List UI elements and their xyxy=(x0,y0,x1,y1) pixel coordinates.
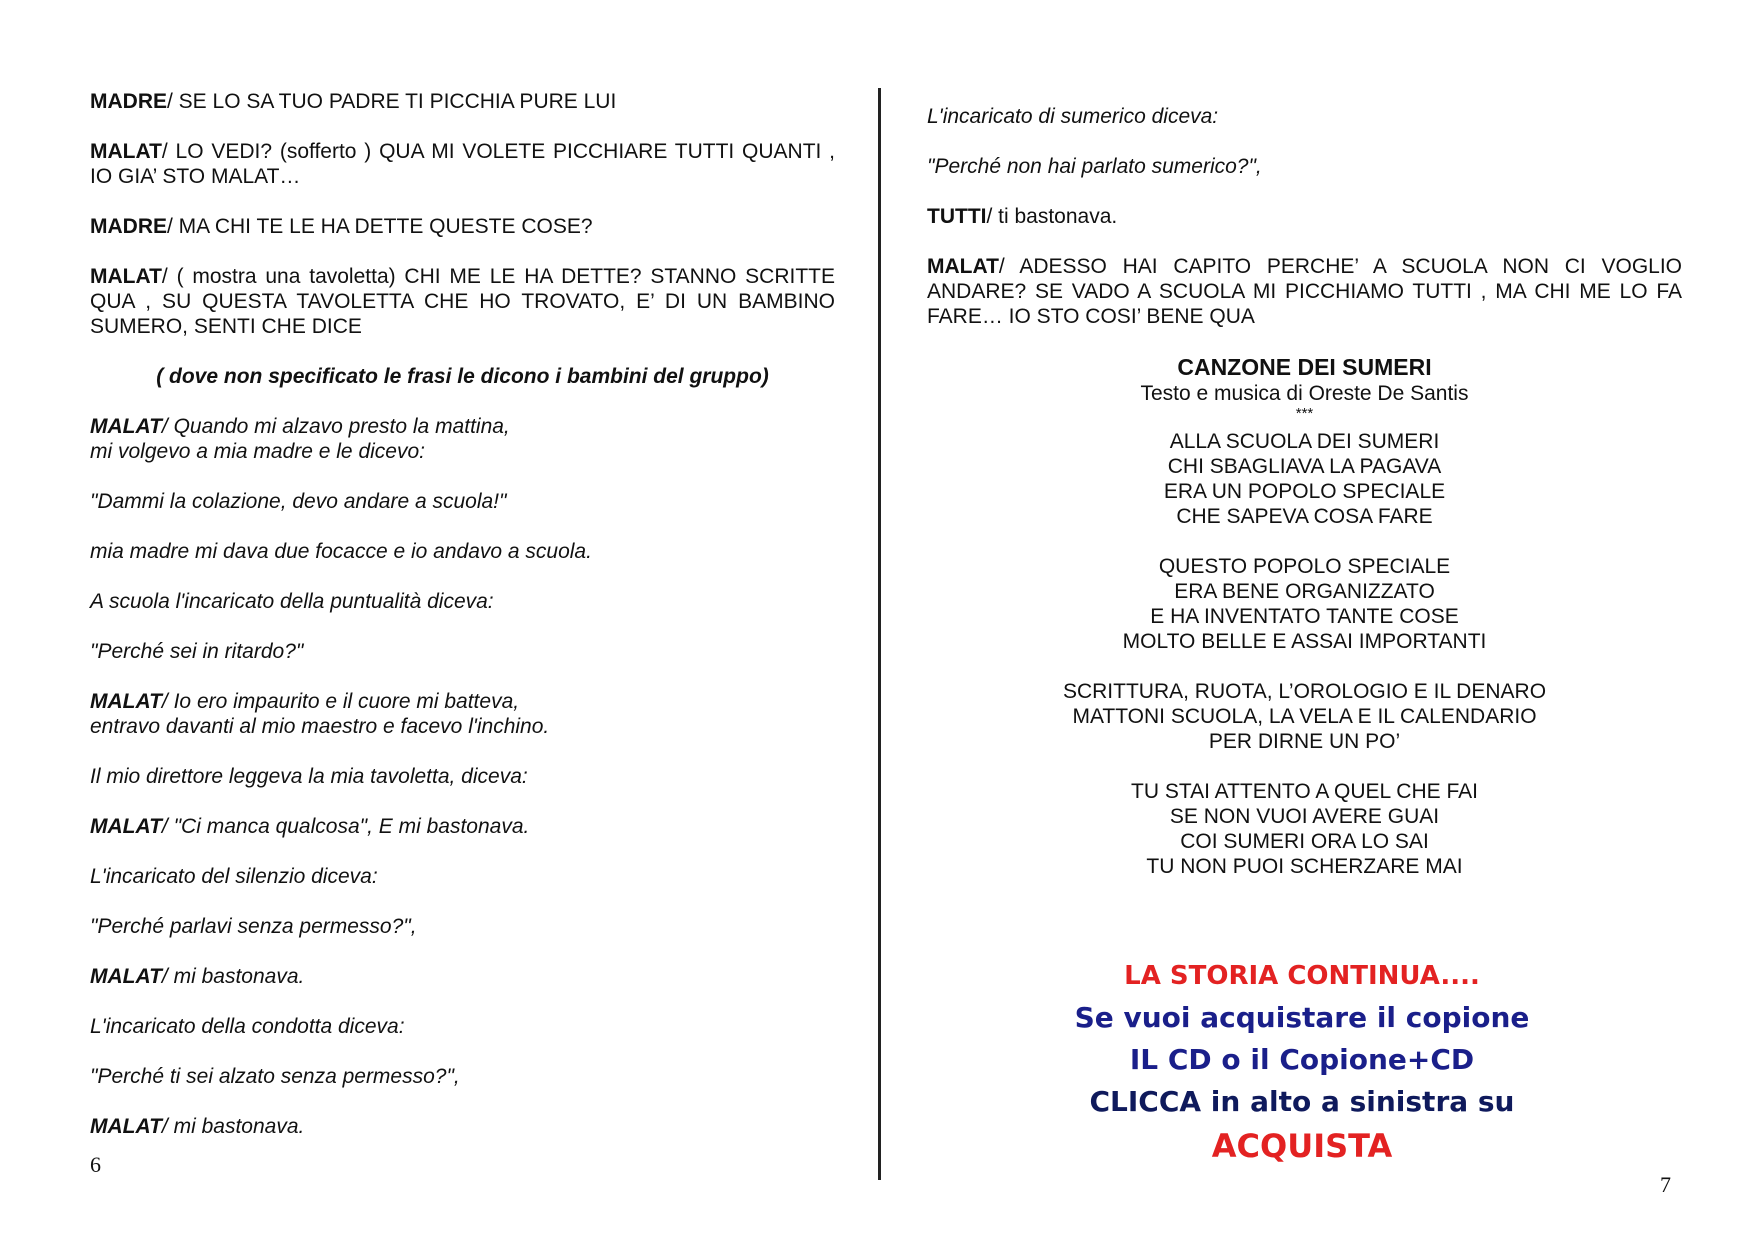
lyric-line: ERA UN POPOLO SPECIALE xyxy=(1163,480,1446,503)
line-text: / Io ero impaurito e il cuore mi batteva, xyxy=(161,690,520,713)
speaker-name: MALAT xyxy=(90,265,162,288)
lyric-line: TU NON PUOI SCHERZARE MAI xyxy=(1146,855,1463,878)
italic-line xyxy=(90,589,835,614)
dialogue-line xyxy=(927,204,1682,229)
dialogue-text: / ( mostra una tavoletta) CHI ME LE HA DETTE? STANNO SCRITTE QUA , SU QUESTA TAVOLETTA CHE HO TROVATO, E’ DI UN BAMBINO SUMERO, SENTI CHE DICE xyxy=(90,265,835,338)
italic-line xyxy=(90,639,835,664)
left-column xyxy=(90,89,835,1139)
line-text: Il mio direttore leggeva la mia tavoletta, diceva: xyxy=(90,765,528,788)
lyric-line: SCRITTURA, RUOTA, L’OROLOGIO E IL DENARO xyxy=(1062,680,1547,703)
italic-line xyxy=(90,1014,835,1039)
dialogue-line xyxy=(90,214,835,239)
line-text: mia madre mi dava due focacce e io andavo a scuola. xyxy=(90,540,592,563)
italic-line xyxy=(90,964,835,989)
line-text: mi volgevo a mia madre e le dicevo: xyxy=(90,440,425,463)
line-text: "Perché parlavi senza permesso?", xyxy=(90,915,417,938)
lyric-line: ERA BENE ORGANIZZATO xyxy=(1174,580,1435,603)
italic-line: "Perché non hai parlato sumerico?", xyxy=(927,155,1262,178)
line-text: "Dammi la colazione, devo andare a scuola!" xyxy=(90,490,507,513)
promo-text: CLICCA in alto a sinistra su xyxy=(1089,1085,1515,1118)
italic-line xyxy=(90,814,835,839)
line-text: "Perché sei in ritardo?" xyxy=(90,640,304,663)
italic-line xyxy=(90,414,835,464)
promo-text: IL CD o il Copione+CD xyxy=(1129,1043,1475,1076)
speaker-name: MALAT xyxy=(90,1115,162,1138)
song-stanza xyxy=(927,779,1682,879)
italic-line xyxy=(90,764,835,789)
dialogue-line xyxy=(90,139,835,189)
page-number: 7 xyxy=(1660,1172,1671,1197)
lyric-line: PER DIRNE UN PO’ xyxy=(1208,730,1401,753)
song-stanza xyxy=(927,679,1682,754)
italic-line xyxy=(90,1064,835,1089)
song-stanza xyxy=(927,554,1682,654)
dialogue-line xyxy=(90,264,835,339)
dialogue-text: / ti bastonava. xyxy=(986,205,1118,228)
line-text: / mi bastonava. xyxy=(161,1115,305,1138)
song-title: CANZONE DEI SUMERI xyxy=(1177,354,1432,380)
right-page xyxy=(882,0,1754,1240)
line-text: / "Ci manca qualcosa", E mi bastonava. xyxy=(161,815,530,838)
line-text: "Perché ti sei alzato senza permesso?", xyxy=(90,1065,460,1088)
buy-link[interactable]: ACQUISTA xyxy=(1211,1127,1393,1165)
song xyxy=(927,354,1682,879)
dialogue-text: / ADESSO HAI CAPITO PERCHE’ A SCUOLA NON CI VOGLIO ANDARE? SE VADO A SCUOLA MI PICCHIAMO TUTTI , MA CHI ME LO FA FARE… IO STO COSI’ BENE QUA xyxy=(927,255,1682,328)
purchase-promo[interactable] xyxy=(1052,955,1552,1169)
dialogue-text: / MA CHI TE LE HA DETTE QUESTE COSE? xyxy=(167,215,593,238)
song-credits: Testo e musica di Oreste De Santis xyxy=(1140,382,1469,405)
song-stanza xyxy=(927,429,1682,529)
lyric-line: E HA INVENTATO TANTE COSE xyxy=(1150,605,1459,628)
page-divider xyxy=(878,88,881,1180)
italic-line xyxy=(90,689,835,739)
dialogue-line xyxy=(927,254,1682,329)
italic-line: L'incaricato di sumerico diceva: xyxy=(927,105,1219,128)
dialogue-text: / LO VEDI? (sofferto ) QUA MI VOLETE PICCHIARE TUTTI QUANTI , IO GIA’ STO MALAT… xyxy=(90,140,835,188)
page-number: 6 xyxy=(90,1152,101,1177)
speaker-name: MALAT xyxy=(90,965,162,988)
italic-line xyxy=(90,914,835,939)
promo-text: Se vuoi acquistare il copione xyxy=(1074,1001,1530,1034)
line-text: L'incaricato della condotta diceva: xyxy=(90,1015,405,1038)
lyric-line: MATTONI SCUOLA, LA VELA E IL CALENDARIO xyxy=(1072,705,1537,728)
lyric-line: QUESTO POPOLO SPECIALE xyxy=(1158,555,1451,578)
dialogue-text: / SE LO SA TUO PADRE TI PICCHIA PURE LUI xyxy=(167,90,617,113)
lyric-line: SE NON VUOI AVERE GUAI xyxy=(1169,805,1440,828)
italic-line xyxy=(90,489,835,514)
lyric-line: CHE SAPEVA COSA FARE xyxy=(1176,505,1433,528)
lyric-line: ALLA SCUOLA DEI SUMERI xyxy=(1169,430,1440,453)
line-text: / mi bastonava. xyxy=(161,965,305,988)
speaker-name: TUTTI xyxy=(927,205,987,228)
speaker-name: MALAT xyxy=(927,255,999,278)
line-text: L'incaricato del silenzio diceva: xyxy=(90,865,378,888)
speaker-name: MADRE xyxy=(90,90,167,113)
right-column xyxy=(927,104,1682,904)
dialogue-line xyxy=(90,89,835,114)
line-text: entravo davanti al mio maestro e facevo l'inchino. xyxy=(90,715,550,738)
promo-headline: LA STORIA CONTINUA.... xyxy=(1124,961,1480,991)
italic-line xyxy=(90,539,835,564)
line-text: / Quando mi alzavo presto la mattina, xyxy=(161,415,510,438)
speaker-name: MALAT xyxy=(90,415,162,438)
line-text: A scuola l'incaricato della puntualità diceva: xyxy=(90,590,494,613)
lyric-line: CHI SBAGLIAVA LA PAGAVA xyxy=(1167,455,1442,478)
lyric-line: COI SUMERI ORA LO SAI xyxy=(1180,830,1429,853)
lyric-line: TU STAI ATTENTO A QUEL CHE FAI xyxy=(1131,780,1478,803)
italic-line xyxy=(90,1114,835,1139)
lyric-line: MOLTO BELLE E ASSAI IMPORTANTI xyxy=(1122,630,1487,653)
speaker-name: MALAT xyxy=(90,690,162,713)
stage-note: ( dove non specificato le frasi le dicono i bambini del gruppo) xyxy=(156,365,769,388)
speaker-name: MALAT xyxy=(90,140,162,163)
italic-line xyxy=(90,864,835,889)
song-separator: *** xyxy=(1295,405,1314,422)
speaker-name: MALAT xyxy=(90,815,162,838)
speaker-name: MADRE xyxy=(90,215,167,238)
